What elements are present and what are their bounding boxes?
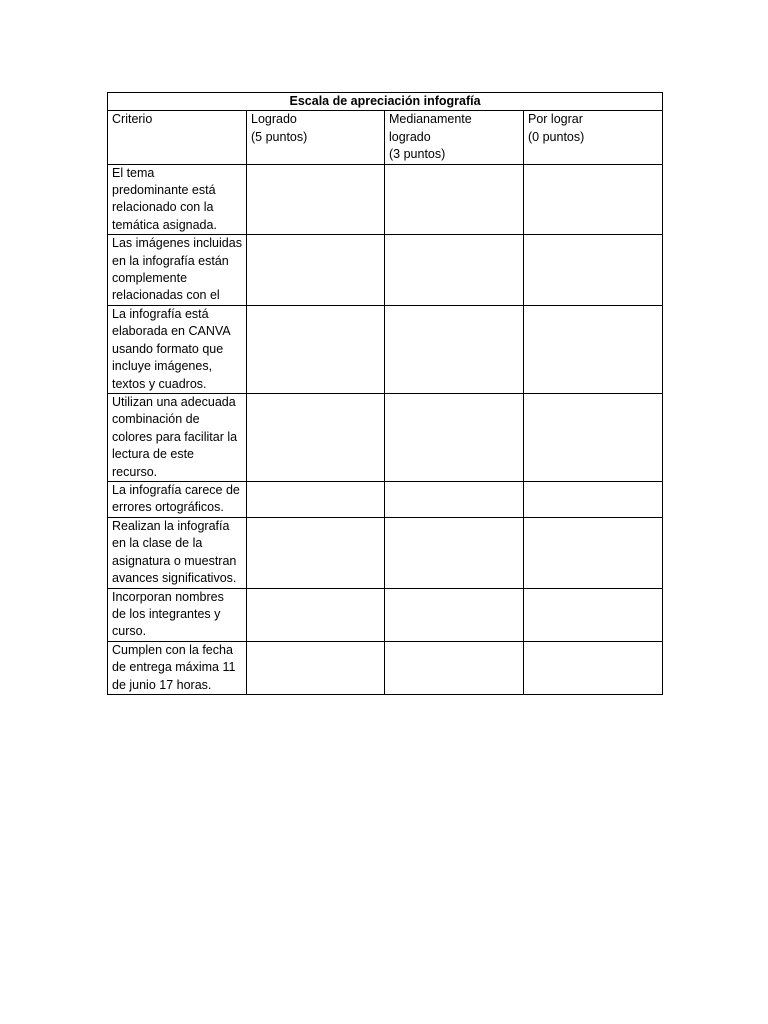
criterion-cell [108,517,247,588]
criterion-line: en la clase de la [112,536,203,551]
criterion-cell [108,641,247,694]
rubric-table [107,92,663,695]
header-logrado-line: Logrado [251,112,297,127]
header-criterio [108,111,247,164]
header-medianamente-line: logrado [389,129,431,144]
criterion-cell [108,235,247,306]
logrado-cell[interactable] [247,393,385,481]
header-row [108,111,663,164]
criterion-cell [108,305,247,393]
table-row [108,588,663,641]
por-lograr-cell[interactable] [524,641,663,694]
criterion-line: La infografía está [112,306,209,321]
medianamente-logrado-cell[interactable] [385,235,524,306]
medianamente-logrado-cell[interactable] [385,305,524,393]
criterion-line: incluye imágenes, [112,359,213,374]
criterion-line: asignatura o muestran [112,553,237,568]
medianamente-logrado-cell[interactable] [385,588,524,641]
medianamente-logrado-cell[interactable] [385,517,524,588]
logrado-cell[interactable] [247,517,385,588]
logrado-cell[interactable] [247,641,385,694]
por-lograr-cell[interactable] [524,305,663,393]
table-row [108,481,663,517]
criterion-cell [108,393,247,481]
criterion-line: predominante está [112,183,216,198]
logrado-cell[interactable] [247,481,385,517]
criterion-line: Las imágenes incluidas [112,236,242,251]
criterion-cell [108,164,247,235]
criterion-line: relacionadas con el [112,288,220,303]
criterion-line: relacionado con la [112,200,214,215]
header-medianamente-logrado [385,111,524,164]
criterion-line: lectura de este [112,447,194,462]
criterion-line: temática asignada. [112,217,217,232]
title-row [108,93,663,111]
criterion-line: El tema [112,165,155,180]
criterion-cell [108,481,247,517]
criterion-line: elaborada en CANVA [112,324,231,339]
criterion-line: de entrega máxima 11 [112,660,236,675]
por-lograr-cell[interactable] [524,393,663,481]
table-title: Escala de apreciación infografía [108,93,663,111]
criterion-line: La infografía carece de [112,482,240,497]
criterion-line: errores ortográficos. [112,500,224,515]
table-row [108,517,663,588]
criterion-line: usando formato que [112,341,224,356]
table-row [108,305,663,393]
header-medianamente-line: Medianamente [389,112,472,127]
criterion-line: complemente [112,271,188,286]
por-lograr-cell[interactable] [524,588,663,641]
medianamente-logrado-cell[interactable] [385,481,524,517]
logrado-cell[interactable] [247,305,385,393]
criterion-line: recurso. [112,464,158,479]
header-por-lograr-line: Por lograr [528,112,583,127]
medianamente-logrado-cell[interactable] [385,641,524,694]
logrado-cell[interactable] [247,164,385,235]
criterion-cell [108,588,247,641]
header-medianamente-line: (3 puntos) [389,147,446,162]
table-row [108,393,663,481]
criterion-line: textos y cuadros. [112,376,207,391]
criterion-line: colores para facilitar la [112,429,238,444]
table-row [108,164,663,235]
medianamente-logrado-cell[interactable] [385,164,524,235]
por-lograr-cell[interactable] [524,481,663,517]
medianamente-logrado-cell[interactable] [385,393,524,481]
header-logrado [247,111,385,164]
criterion-line: combinación de [112,412,200,427]
criterion-line: de junio 17 horas. [112,677,212,692]
criterion-line: de los integrantes y [112,606,221,621]
criterion-line: avances significativos. [112,571,237,586]
table-row [108,235,663,306]
por-lograr-cell[interactable] [524,164,663,235]
header-criterio-line: Criterio [112,112,153,127]
header-por-lograr-line: (0 puntos) [528,129,585,144]
criterion-line: curso. [112,624,147,639]
por-lograr-cell[interactable] [524,235,663,306]
logrado-cell[interactable] [247,235,385,306]
criterion-line: Incorporan nombres [112,589,224,604]
criterion-line: Cumplen con la fecha [112,642,233,657]
header-por-lograr [524,111,663,164]
criterion-line: en la infografía están [112,253,229,268]
header-logrado-line: (5 puntos) [251,129,308,144]
logrado-cell[interactable] [247,588,385,641]
criterion-line: Utilizan una adecuada [112,394,236,409]
criterion-line: Realizan la infografía [112,518,230,533]
por-lograr-cell[interactable] [524,517,663,588]
table-row [108,641,663,694]
